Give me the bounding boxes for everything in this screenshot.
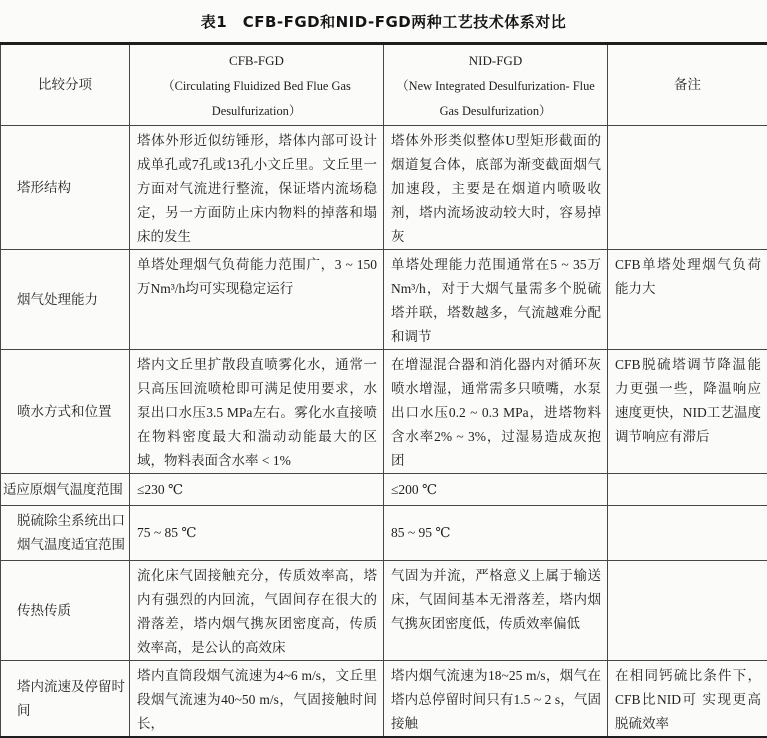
table-row: [1, 250, 767, 350]
table-title: 表1 CFB-FGD和NID-FGD两种工艺技术体系对比: [0, 0, 767, 42]
nid-cell: 在增湿混合器和消化器内对循环灰喷水增湿，通常需多只喷嘴，水泵出口水压0.2 ~ 0.3 MPa，进塔物料含水率2% ~ 3%，过湿易造成灰抱团: [384, 350, 608, 474]
table-row: [1, 506, 767, 561]
header-compare-item: 比较分项: [1, 44, 130, 126]
nid-fgd-fullname: （New Integrated Desulfurization- Flue Gas Desulfurization）: [385, 74, 606, 124]
note-cell: CFB脱硫塔调节降温能力更强一些，降温响应速度更快，NID工艺温度调节响应有滞后: [608, 350, 767, 474]
row-label-velocity-residence: 塔内流速及停留时间: [1, 661, 130, 738]
cfb-cell: 塔内文丘里扩散段直喷雾化水，通常一只高压回流喷枪即可满足使用要求，水泵出口水压3.5 MPa左右。雾化水直接喷在物料密度最大和湍动动能最大的区域，物料表面含水率 < 1%: [130, 350, 384, 474]
table-row: [1, 474, 767, 506]
nid-cell: 塔内烟气流速为18~25 m/s，烟气在塔内总停留时间只有1.5 ~ 2 s，气固接触: [384, 661, 608, 738]
row-label-outlet-temp-range: 脱硫除尘系统出口烟气温度适宜范围: [1, 506, 130, 561]
table-row: [1, 126, 767, 250]
note-cell: 在相同钙硫比条件下，CFB比NID可 实现更高脱硫效率: [608, 661, 767, 738]
note-cell: [608, 506, 767, 561]
comparison-table: [0, 42, 767, 738]
header-row: [1, 44, 767, 126]
nid-cell: 单塔处理能力范围通常在5 ~ 35万Nm³/h，对于大烟气量需多个脱硫塔并联，塔数越多，气流越难分配和调节: [384, 250, 608, 350]
cfb-cell: 75 ~ 85 ℃: [130, 506, 384, 561]
nid-cell: 85 ~ 95 ℃: [384, 506, 608, 561]
nid-cell: ≤200 ℃: [384, 474, 608, 506]
table-row: [1, 350, 767, 474]
row-label-inlet-temp-range: 适应原烟气温度范围: [1, 474, 130, 506]
nid-cell: 塔体外形类似整体U型矩形截面的烟道复合体，底部为渐变截面烟气加速段，主要是在烟道内喷吸收剂，塔内流场波动较大时，容易掉灰: [384, 126, 608, 250]
nid-cell: 气固为并流，严格意义上属于输送床，气固间基本无滑落差，塔内烟气携灰团密度低，传质效率偏低: [384, 561, 608, 661]
header-remarks: 备注: [608, 44, 767, 126]
row-label-gas-capacity: 烟气处理能力: [1, 250, 130, 350]
nid-fgd-abbr: NID-FGD: [385, 46, 606, 74]
note-cell: [608, 126, 767, 250]
header-cfb-fgd: [130, 44, 384, 126]
note-cell: CFB单塔处理烟气负荷能力大: [608, 250, 767, 350]
cfb-fgd-fullname: （Circulating Fluidized Bed Flue Gas Desulfurization）: [131, 74, 382, 124]
row-label-tower-structure: 塔形结构: [1, 126, 130, 250]
table-row: [1, 561, 767, 661]
cfb-cell: 流化床气固接触充分，传质效率高，塔内有强烈的内回流，气固间存在很大的滑落差，塔内烟气携灰团密度高，传质效率高，是公认的高效床: [130, 561, 384, 661]
header-nid-fgd: [384, 44, 608, 126]
note-cell: [608, 561, 767, 661]
cfb-fgd-abbr: CFB-FGD: [131, 46, 382, 74]
row-label-water-spray: 喷水方式和位置: [1, 350, 130, 474]
cfb-cell: 塔体外形近似纺锤形，塔体内部可设计成单孔或7孔或13孔小文丘里。文丘里一方面对气流进行整流，保证塔内流场稳定，另一方面防止床内物料的掉落和塌床的发生: [130, 126, 384, 250]
cfb-cell: ≤230 ℃: [130, 474, 384, 506]
cfb-cell: 单塔处理烟气负荷能力范围广，3 ~ 150万Nm³/h均可实现稳定运行: [130, 250, 384, 350]
cfb-cell: 塔内直筒段烟气流速为4~6 m/s，文丘里段烟气流速为40~50 m/s，气固接触时间长，: [130, 661, 384, 738]
row-label-heat-mass-transfer: 传热传质: [1, 561, 130, 661]
note-cell: [608, 474, 767, 506]
